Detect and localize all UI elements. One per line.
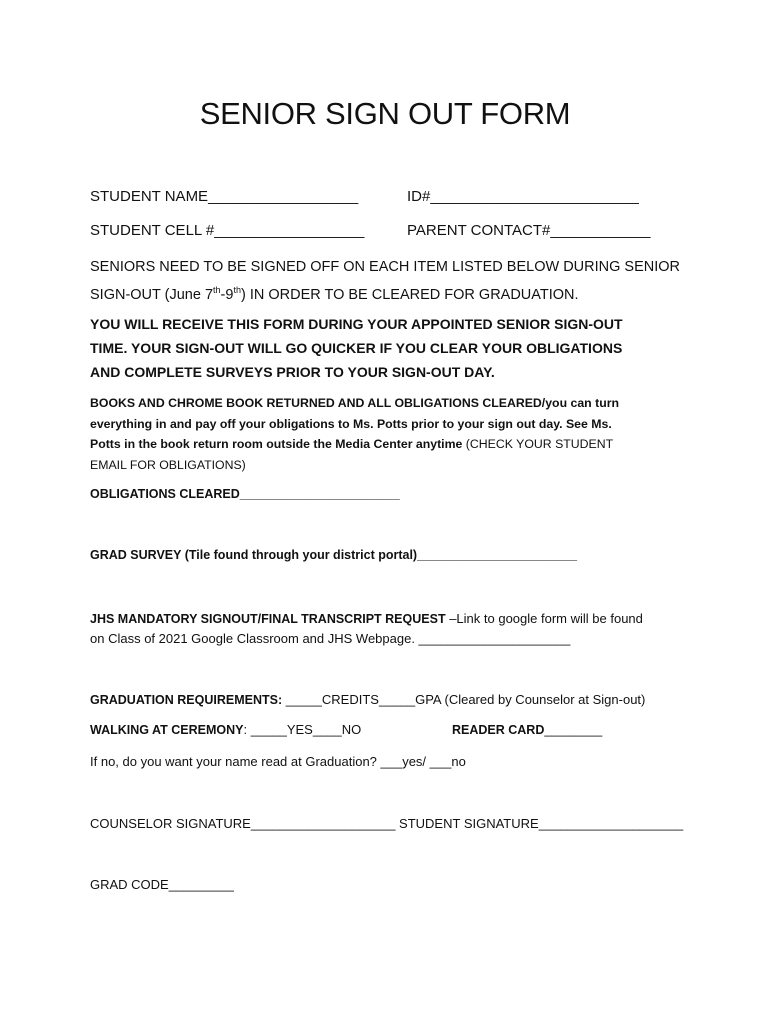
intro-line-2: [90, 279, 680, 307]
notice-line: AND COMPLETE SURVEYS PRIOR TO YOUR SIGN-OUT DAY.: [90, 364, 495, 380]
books-instructions: [90, 393, 619, 475]
grad-req-label: GRADUATION REQUIREMENTS:: [90, 693, 283, 707]
intro-line-2-c: ) IN ORDER TO BE CLEARED FOR GRADUATION.: [240, 286, 579, 303]
books-line-3-reg: (CHECK YOUR STUDENT: [462, 437, 614, 451]
intro-sup-1: th: [213, 285, 221, 295]
grad-req-rest: _____CREDITS_____GPA (Cleared by Counselor at Sign-out): [282, 692, 646, 707]
walking-ceremony-field[interactable]: [90, 722, 361, 737]
notice-line: YOU WILL RECEIVE THIS FORM DURING YOUR APPOINTED SENIOR SIGN-OUT: [90, 316, 623, 332]
intro-line-1: SENIORS NEED TO BE SIGNED OFF ON EACH ITEM LISTED BELOW DURING SENIOR: [90, 259, 681, 275]
jhs-line-1-reg: –Link to google form will be found: [445, 611, 643, 626]
jhs-line-2[interactable]: on Class of 2021 Google Classroom and JHS Webpage. _____________________: [90, 631, 571, 646]
reader-card-blank: ________: [544, 722, 603, 737]
page-title: SENIOR SIGN OUT FORM: [199, 96, 571, 131]
notice-line: TIME. YOUR SIGN-OUT WILL GO QUICKER IF YOU CLEAR YOUR OBLIGATIONS: [90, 340, 623, 356]
id-field[interactable]: ID#_________________________: [407, 188, 639, 205]
grad-survey-field[interactable]: GRAD SURVEY (Tile found through your district portal)_______________________: [90, 548, 577, 562]
intro-line-2-b: -9: [220, 286, 234, 303]
walking-label: WALKING AT CEREMONY: [90, 723, 244, 737]
books-line-3: [90, 434, 619, 455]
books-line-2: everything in and pay off your obligations to Ms. Potts prior to your sign out day. See Ms.: [90, 416, 612, 431]
obligations-cleared-field[interactable]: OBLIGATIONS CLEARED_______________________: [90, 487, 400, 501]
notice-text: [90, 312, 623, 384]
jhs-line-1: [90, 609, 643, 629]
books-line-3-bold: Potts in the book return room outside the Media Center anytime: [90, 437, 463, 451]
student-name-field[interactable]: STUDENT NAME__________________: [90, 188, 359, 205]
grad-code-field[interactable]: GRAD CODE_________: [90, 877, 234, 892]
student-cell-field[interactable]: STUDENT CELL #__________________: [90, 222, 365, 239]
walking-rest: : _____YES____NO: [243, 722, 362, 737]
intro-text: [90, 256, 680, 307]
jhs-line-1-bold: JHS MANDATORY SIGNOUT/FINAL TRANSCRIPT REQUEST: [90, 612, 446, 626]
intro-sup-2: th: [233, 285, 241, 295]
intro-line-2-a: SIGN-OUT (June 7: [90, 286, 214, 303]
reader-card-label: READER CARD: [452, 723, 545, 737]
signature-lines[interactable]: COUNSELOR SIGNATURE____________________ STUDENT SIGNATURE____________________: [90, 816, 684, 831]
reader-card-field[interactable]: [452, 722, 602, 737]
books-line-1: BOOKS AND CHROME BOOK RETURNED AND ALL OBLIGATIONS CLEARED/you can turn: [90, 396, 619, 410]
graduation-requirements-field[interactable]: [90, 692, 645, 707]
parent-contact-field[interactable]: PARENT CONTACT#____________: [407, 222, 651, 239]
books-line-4: EMAIL FOR OBLIGATIONS): [90, 457, 246, 472]
jhs-transcript-request: [90, 609, 643, 649]
name-read-question[interactable]: If no, do you want your name read at Graduation? ___yes/ ___no: [90, 754, 466, 769]
